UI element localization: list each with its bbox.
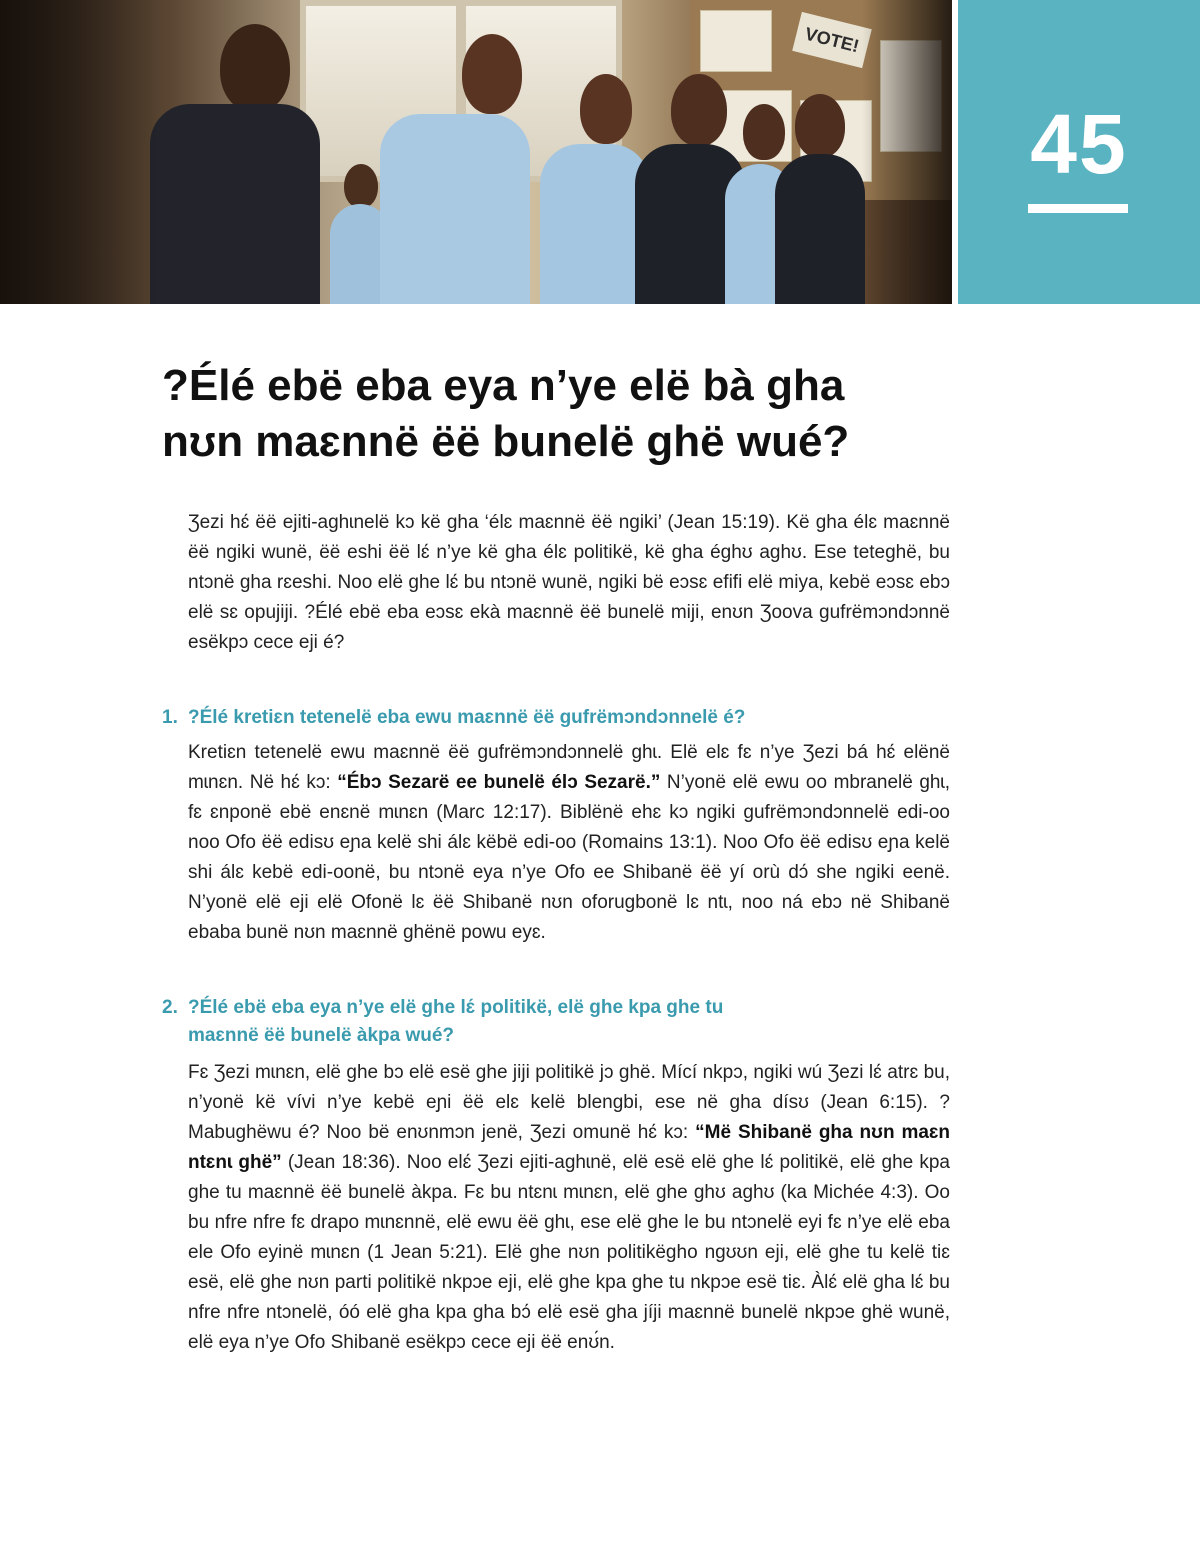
question-number: 2. — [162, 997, 178, 1018]
photo-shadow — [862, 0, 952, 304]
question-text: ?Élé kretiɛn tetenelë eba ewu maɛnnë ëë gufrëmɔndɔnnelë é? — [188, 707, 746, 728]
student-figure — [775, 94, 865, 304]
title-line-2: nʊn maɛnnë ëë bunelë ghë wué? — [162, 417, 850, 466]
page-title — [162, 358, 1062, 470]
section-question — [162, 704, 962, 732]
header-photo — [0, 0, 952, 304]
student-figure — [380, 34, 530, 304]
scripture-quote: “Më Shibanë gha nʊn maɛn ntɛnɩ ghë” — [188, 1122, 951, 1173]
title-line-1: ?Élé ebë eba eya n’ye elë bà gha — [162, 361, 845, 410]
question-number: 1. — [162, 707, 178, 728]
body-text: Fɛ Ʒezi mɩnɛn, elë ghe bɔ elë esë ghe jiji politikë jɔ ghë. Mící nkpɔ, ngiki wú Ʒezi lɛ́ atrɛ bu, n’yonë kë vívi n’ye kebë eɲi ëë elɛ kelë blengbi, ese në gha dísʊ (Jean 6:15). ?Mabughëwu é? Noo bë enʊnmɔn jenë, Ʒezi omunë hɛ́ kɔ: — [188, 1062, 950, 1143]
section-body — [188, 1058, 950, 1358]
section-body — [188, 738, 950, 948]
photo-shadow — [0, 0, 160, 304]
intro-paragraph: Ʒezi hɛ́ ëë ejiti-aghɩnelë kɔ kë gha ‘élɛ maɛnnë ëë ngiki’ (Jean 15:19). Kë gha élɛ maɛnnë ëë ngiki wunë, ëë eshi ëë lɛ́ n’ye kë gha élɛ politikë, kë gha éghʊ aghʊ. Ese teteghë, bu ntɔnë gha rɛeshi. Noo elë ghe lɛ́ bu ntɔnë wunë, ngiki bë eɔsɛ efifi elë miya, kebë eɔsɛ ebɔ elë sɛ opujiji. ?Élé ebë eba eɔsɛ ekà maɛnnë ëë bunelë miji, enʊn Ʒoova gufrëmɔndɔnnë esëkpɔ cece eji é? — [188, 512, 950, 653]
body-text: (Jean 18:36). Noo elɛ́ Ʒezi ejiti-aghɩnë, elë esë elë ghe lɛ́ politikë, elë ghe kpa ghe tu maɛnnë ëë bunelë àkpa. Fɛ bu ntɛnɩ mɩnɛn, elë ghe ghʊ aghʊ (ka Michée 4:3). Oo bu nfre nfre fɛ drapo mɩnɛnnë, elë ewu ëë ghɩ, ese elë ghe le bu ntɔnelë eyi fɛ n’ye elë eba ele Ofo eyinë mɩnɛn (1 Jean 5:21). Elë ghe nʊn politikëgho ngʊʊn eji, elë ghe tu kelë tiɛ esë, elë ghe nʊn parti politikë nkpɔe eji, elë ghe kpa ghe tu nkpɔe esë tiɛ. Àlɛ́ elë gha lɛ́ bu nfre nfre ntɔnelë, óó elë gha kpa gha bɔ́ elë esë gha jíji maɛnnë bunelë nkpɔe ghë wunë, elë eya n’ye Ofo Shibanë esëkpɔ cece eji ëë enʊ́n. — [188, 1152, 950, 1353]
vote-sign: VOTE! — [792, 12, 872, 68]
body-text: N’yonë elë ewu oo mbranelë ghɩ, fɛ ɛnponë ebë enɛnë mɩnɛn (Marc 12:17). Biblënë ehɛ kɔ ngiki gufrëmɔndɔnnelë edi-oo noo Ofo ëë edisʊ eɲa kelë shi álɛ këbë edi-oo (Romains 13:1). Noo Ofo ëë edisʊ eɲa kelë shi álɛ kebë edi-oonë, bu ntɔnë eya n’ye Ofo ee Shibanë ëë yí orù dɔ́ she ngiki eenë. N’yonë elë eji elë Ofonë lɛ ëë Shibanë nʊn oforugbonë lɛ ntɩ, noo ná ebɔ në Shibanë ebaba bunë nʊn maɛnnë ghënë powu eyɛ. — [188, 772, 950, 943]
student-figure — [540, 74, 650, 304]
question-text: ?Élé ebë eba eya n’ye elë ghe lɛ́ politikë, elë ghe kpa ghe tu — [188, 997, 724, 1018]
section-question — [162, 994, 962, 1050]
question-text-line-2: maɛnnë ëë bunelë àkpa wué? — [188, 1025, 455, 1046]
lesson-number-underline — [1028, 204, 1128, 213]
student-figure — [150, 24, 320, 304]
scripture-quote: “Ébɔ Sezarë ee bunelë élɔ Sezarë.” — [337, 772, 661, 793]
lesson-number: 45 — [1030, 97, 1128, 191]
body-text: Kretiɛn tetenelë ewu maɛnnë ëë gufrëmɔndɔnnelë ghɩ. Elë elɛ fɛ n’ye Ʒezi bá hɛ́ elënë mɩnɛn. Në hɛ́ kɔ: — [188, 742, 950, 793]
lesson-number-block — [958, 0, 1200, 304]
